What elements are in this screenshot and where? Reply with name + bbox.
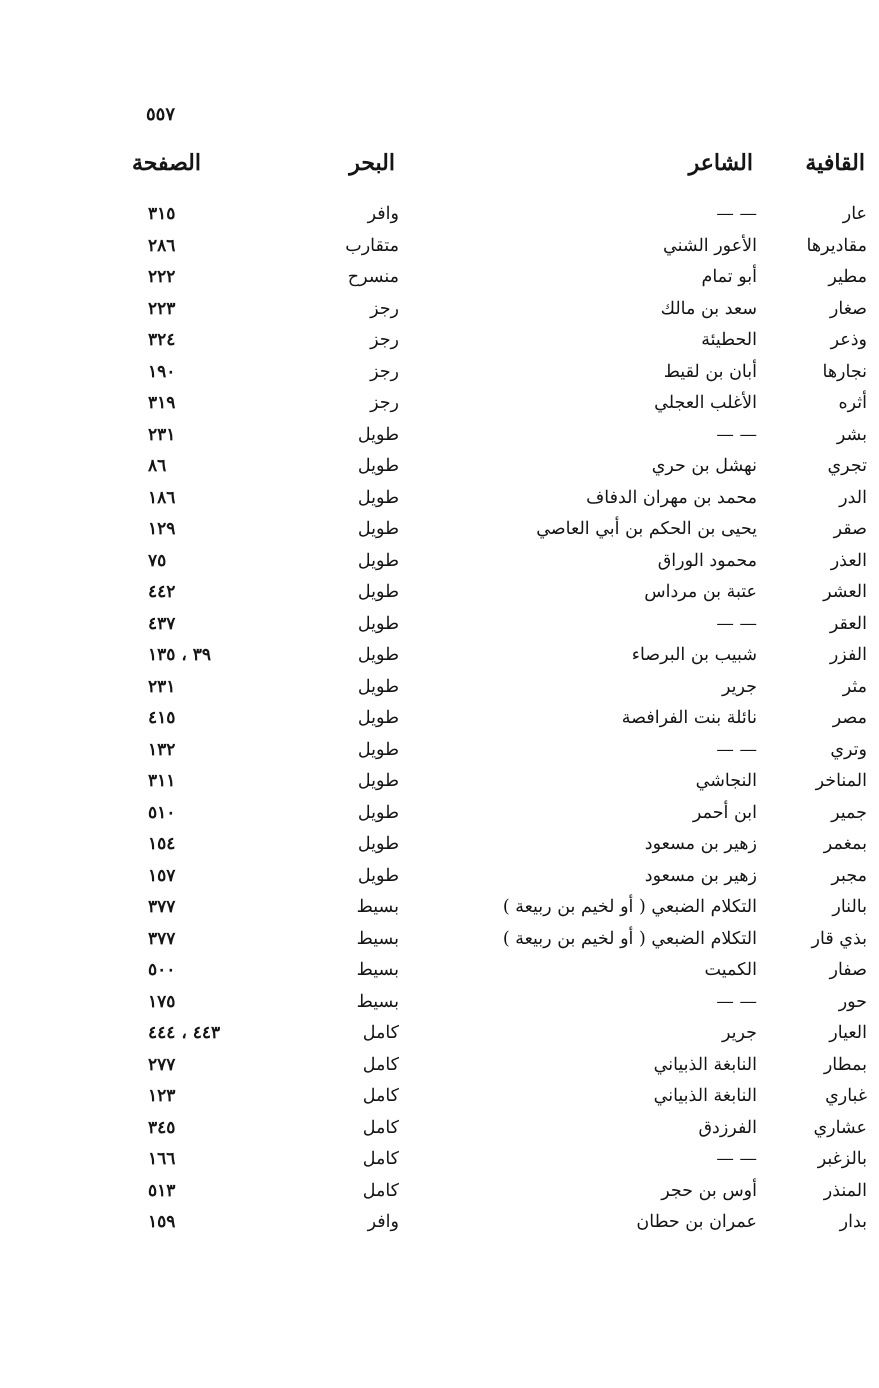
- qafiya-cell: المنذر: [823, 1180, 867, 1201]
- poet-cell: جرير: [722, 1023, 757, 1043]
- page-ref-cell: ٢٢٣: [148, 298, 176, 319]
- page-ref-cell: ٤٤٢: [148, 582, 176, 602]
- qafiya-cell: مطير: [828, 267, 867, 287]
- meter-cell: بسيط: [356, 928, 399, 949]
- qafiya-cell: غباري: [825, 1086, 867, 1106]
- table-row: [0, 295, 879, 327]
- page-ref-cell: ١٧٥: [148, 991, 176, 1012]
- poet-cell: أوس بن حجر: [661, 1180, 757, 1201]
- poet-cell: الفرزدق: [698, 1117, 757, 1138]
- poet-cell: سعد بن مالك: [660, 298, 757, 319]
- table-row: [0, 200, 879, 232]
- poet-cell: — —: [716, 613, 757, 634]
- meter-cell: طويل: [357, 739, 399, 760]
- table-row: [0, 358, 879, 390]
- qafiya-cell: العشر: [823, 582, 867, 602]
- qafiya-cell: مقاديرها: [806, 235, 867, 256]
- table-row: [0, 893, 879, 925]
- meter-cell: طويل: [357, 834, 399, 854]
- poet-cell: — —: [716, 991, 757, 1012]
- meter-cell: طويل: [357, 424, 399, 445]
- meter-cell: طويل: [357, 613, 399, 634]
- meter-cell: رجز: [370, 330, 399, 350]
- poet-cell: محمد بن مهران الدفاف: [586, 487, 757, 508]
- page-ref-cell: ٥١٠: [148, 802, 176, 823]
- meter-cell: رجز: [370, 361, 399, 382]
- qafiya-cell: الدر: [839, 487, 867, 508]
- table-row: [0, 988, 879, 1020]
- meter-cell: طويل: [357, 456, 399, 476]
- poet-cell: عتبة بن مرداس: [644, 582, 757, 602]
- page-ref-cell: ٣٧٧: [148, 928, 176, 949]
- table-row: [0, 421, 879, 453]
- meter-cell: كامل: [362, 1023, 399, 1043]
- qafiya-cell: المناخر: [815, 771, 867, 791]
- qafiya-cell: العذر: [830, 550, 867, 571]
- table-row: [0, 1208, 879, 1240]
- qafiya-cell: العقر: [829, 613, 867, 634]
- qafiya-cell: عشاري: [813, 1117, 867, 1138]
- poet-cell: ابن أحمر: [692, 802, 757, 823]
- qafiya-cell: عار: [842, 204, 867, 224]
- page-ref-cell: ٥٠٠: [148, 960, 176, 980]
- page-ref-cell: ٢٨٦: [148, 235, 176, 256]
- page-ref-cell: ٣٧٧: [148, 897, 176, 917]
- qafiya-cell: بالزغبر: [817, 1149, 867, 1169]
- page-ref-cell: ١٣٢: [148, 739, 176, 760]
- page-ref-cell: ١٥٩: [148, 1212, 176, 1232]
- meter-cell: كامل: [362, 1117, 399, 1138]
- qafiya-cell: صفار: [829, 960, 867, 980]
- page-ref-cell: ٣٩ ، ١٣٥: [148, 645, 211, 665]
- page-ref-cell: ٣١٩: [148, 393, 176, 413]
- qafiya-cell: جمير: [831, 802, 867, 823]
- qafiya-cell: بدار: [839, 1212, 867, 1232]
- qafiya-cell: مجبر: [831, 865, 867, 886]
- table-row: [0, 452, 879, 484]
- table-row: [0, 232, 879, 264]
- meter-cell: كامل: [362, 1149, 399, 1169]
- table-row: [0, 1145, 879, 1177]
- page-ref-cell: ٣٢٤: [148, 330, 176, 350]
- qafiya-cell: أثره: [838, 393, 867, 413]
- qafiya-cell: الفزر: [829, 645, 867, 665]
- page-ref-cell: ١٦٦: [148, 1149, 176, 1169]
- table-row: [0, 956, 879, 988]
- poet-cell: عمران بن حطان: [636, 1212, 757, 1232]
- meter-cell: كامل: [362, 1086, 399, 1106]
- page-ref-cell: ٢٣١: [148, 424, 176, 445]
- table-row: [0, 1051, 879, 1083]
- poet-cell: نائلة بنت الفرافصة: [621, 708, 757, 728]
- table-row: [0, 830, 879, 862]
- table-row: [0, 673, 879, 705]
- poet-cell: شبيب بن البرصاء: [631, 645, 757, 665]
- qafiya-cell: نجارها: [822, 361, 867, 382]
- meter-cell: بسيط: [356, 991, 399, 1012]
- qafiya-cell: وذعر: [830, 330, 867, 350]
- qafiya-cell: مصر: [832, 708, 867, 728]
- qafiya-cell: بمغمر: [823, 834, 867, 854]
- table-row: [0, 263, 879, 295]
- page-ref-cell: ٢٣١: [148, 676, 176, 697]
- qafiya-cell: بذي قار: [811, 928, 867, 949]
- poet-cell: أبان بن لقيط: [663, 361, 757, 382]
- table-row: [0, 515, 879, 547]
- poet-cell: نهشل بن حري: [651, 456, 757, 476]
- page-ref-cell: ٤٤٣ ، ٤٤٤: [148, 1023, 221, 1043]
- poet-cell: التكلام الضبعي ( أو لخيم بن ربيعة ): [502, 897, 757, 917]
- table-row: [0, 1019, 879, 1051]
- poet-cell: التكلام الضبعي ( أو لخيم بن ربيعة ): [502, 928, 757, 949]
- poet-cell: أبو تمام: [701, 267, 757, 287]
- table-row: [0, 1114, 879, 1146]
- poet-cell: الأعور الشني: [662, 235, 757, 256]
- page-ref-cell: ٧٥: [148, 550, 167, 571]
- qafiya-cell: بمطار: [823, 1054, 867, 1075]
- page-ref-cell: ١٥٧: [148, 865, 176, 886]
- poet-cell: — —: [716, 424, 757, 445]
- qafiya-cell: تجري: [827, 456, 867, 476]
- table-row: [0, 1082, 879, 1114]
- meter-cell: رجز: [370, 393, 399, 413]
- table-row: [0, 326, 879, 358]
- page-ref-cell: ١٢٩: [148, 519, 176, 539]
- meter-cell: وافر: [367, 1212, 399, 1232]
- page-ref-cell: ٨٦: [148, 456, 167, 476]
- poet-cell: جرير: [722, 676, 757, 697]
- qafiya-cell: وتري: [830, 739, 867, 760]
- meter-cell: طويل: [357, 865, 399, 886]
- table-row: [0, 736, 879, 768]
- poet-cell: الكميت: [704, 960, 757, 980]
- meter-cell: متقارب: [345, 235, 399, 256]
- table-row: [0, 767, 879, 799]
- meter-cell: وافر: [367, 204, 399, 224]
- table-row: [0, 578, 879, 610]
- page-number: ٥٥٧: [146, 104, 176, 125]
- page-ref-cell: ٢٧٧: [148, 1054, 176, 1075]
- poet-cell: — —: [716, 739, 757, 760]
- qafiya-cell: بالنار: [832, 897, 867, 917]
- table-row: [0, 704, 879, 736]
- qafiya-cell: بشر: [836, 424, 867, 445]
- table-row: [0, 547, 879, 579]
- meter-cell: طويل: [357, 802, 399, 823]
- page-ref-cell: ٢٢٢: [148, 267, 176, 287]
- page-ref-cell: ٣١٥: [148, 204, 176, 224]
- page-ref-cell: ٤٣٧: [148, 613, 176, 634]
- qafiya-cell: حور: [838, 991, 867, 1012]
- qafiya-cell: صغار: [829, 298, 867, 319]
- header-poet: الشاعر: [688, 150, 753, 176]
- meter-cell: بسيط: [356, 960, 399, 980]
- poet-cell: النابغة الذبياني: [653, 1086, 757, 1106]
- meter-cell: طويل: [357, 676, 399, 697]
- page-ref-cell: ٣٤٥: [148, 1117, 176, 1138]
- table-row: [0, 925, 879, 957]
- page-ref-cell: ٣١١: [148, 771, 176, 791]
- poet-cell: الحطيئة: [701, 330, 757, 350]
- poet-cell: النجاشي: [695, 771, 757, 791]
- page-ref-cell: ٤١٥: [148, 708, 176, 728]
- meter-cell: كامل: [362, 1180, 399, 1201]
- poet-cell: الأغلب العجلي: [654, 393, 757, 413]
- qafiya-cell: مثر: [842, 676, 867, 697]
- poet-cell: — —: [716, 204, 757, 224]
- header-qafiya: القافية: [805, 150, 865, 176]
- meter-cell: كامل: [362, 1054, 399, 1075]
- meter-cell: رجز: [370, 298, 399, 319]
- meter-cell: طويل: [357, 519, 399, 539]
- qafiya-cell: العيار: [829, 1023, 867, 1043]
- meter-cell: طويل: [357, 645, 399, 665]
- page-ref-cell: ١٩٠: [148, 361, 176, 382]
- table-row: [0, 862, 879, 894]
- page-ref-cell: ١٨٦: [148, 487, 176, 508]
- meter-cell: طويل: [357, 550, 399, 571]
- meter-cell: طويل: [357, 487, 399, 508]
- meter-cell: منسرح: [347, 267, 399, 287]
- header-meter: البحر: [349, 150, 395, 176]
- table-row: [0, 641, 879, 673]
- table-row: [0, 484, 879, 516]
- table-row: [0, 1177, 879, 1209]
- poet-cell: — —: [716, 1149, 757, 1169]
- table-row: [0, 799, 879, 831]
- poet-cell: النابغة الذبياني: [653, 1054, 757, 1075]
- table-header: [0, 150, 879, 190]
- index-table: [0, 200, 879, 1240]
- page-ref-cell: ٥١٣: [148, 1180, 176, 1201]
- table-row: [0, 389, 879, 421]
- meter-cell: طويل: [357, 708, 399, 728]
- poet-cell: يحيى بن الحكم بن أبي العاصي: [536, 519, 757, 539]
- header-page: الصفحة: [131, 150, 201, 176]
- page-ref-cell: ١٢٣: [148, 1086, 176, 1106]
- page-ref-cell: ١٥٤: [148, 834, 176, 854]
- qafiya-cell: صقر: [833, 519, 867, 539]
- meter-cell: طويل: [357, 771, 399, 791]
- poet-cell: محمود الوراق: [657, 550, 757, 571]
- meter-cell: طويل: [357, 582, 399, 602]
- poet-cell: زهير بن مسعود: [644, 834, 757, 854]
- poet-cell: زهير بن مسعود: [644, 865, 757, 886]
- meter-cell: بسيط: [356, 897, 399, 917]
- table-row: [0, 610, 879, 642]
